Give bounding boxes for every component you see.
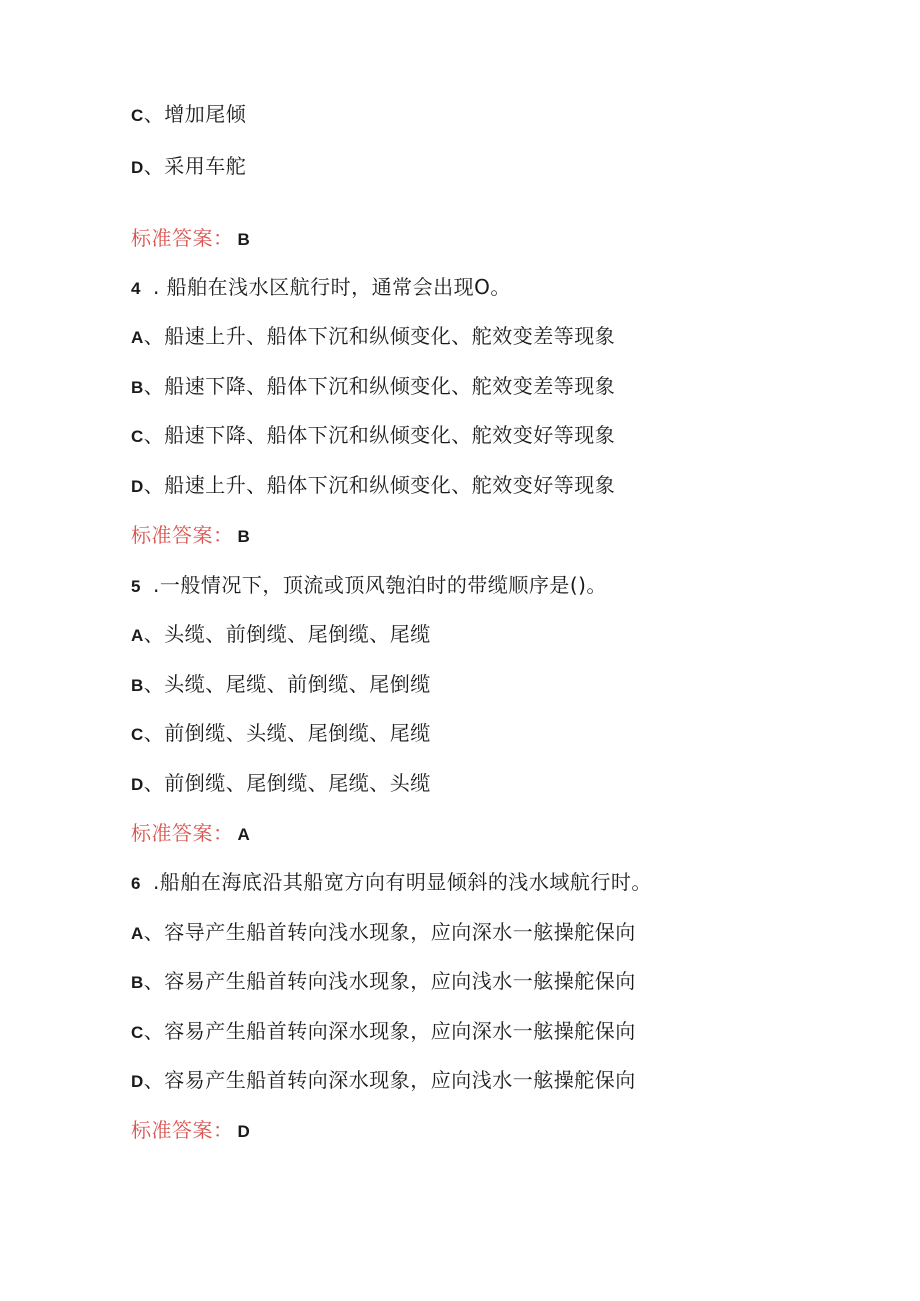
option-text: 前倒缆、头缆、尾倒缆、尾缆 bbox=[164, 721, 431, 745]
option-text: 头缆、前倒缆、尾倒缆、尾缆 bbox=[164, 622, 431, 646]
option-key: D bbox=[131, 158, 144, 177]
option-text: 增加尾倾 bbox=[164, 102, 247, 126]
option-key: C bbox=[131, 106, 144, 125]
option-separator: 、 bbox=[143, 969, 165, 993]
option-b bbox=[131, 671, 431, 699]
option-key: D bbox=[131, 477, 144, 496]
option-c bbox=[131, 1018, 636, 1046]
option-text: 容导产生船首转向浅水现象，应向深水一舷操舵保向 bbox=[164, 920, 636, 944]
answer-label: 标准答案： bbox=[131, 821, 234, 845]
answer-value: B bbox=[237, 527, 251, 546]
option-separator: 、 bbox=[143, 920, 165, 944]
question-4 bbox=[131, 274, 511, 302]
standard-answer bbox=[131, 522, 250, 550]
option-separator: 、 bbox=[143, 154, 165, 178]
answer-value: B bbox=[237, 230, 251, 249]
standard-answer bbox=[131, 1117, 250, 1145]
option-text: 船速下降、船体下沉和纵倾变化、舵效变好等现象 bbox=[164, 423, 616, 447]
option-separator: 、 bbox=[143, 672, 165, 696]
answer-label: 标准答案： bbox=[131, 523, 234, 547]
option-text: 船速下降、船体下沉和纵倾变化、舵效变差等现象 bbox=[164, 374, 616, 398]
option-separator: 、 bbox=[143, 423, 165, 447]
option-text: 船速上升、船体下沉和纵倾变化、舵效变差等现象 bbox=[164, 324, 616, 348]
option-separator: 、 bbox=[143, 473, 165, 497]
question-number: 5 bbox=[131, 577, 141, 596]
option-c bbox=[131, 422, 615, 450]
option-separator: 、 bbox=[143, 771, 165, 795]
option-text: 头缆、尾缆、前倒缆、尾倒缆 bbox=[164, 672, 431, 696]
option-text: 容易产生船首转向浅水现象，应向浅水一舷操舵保向 bbox=[164, 969, 636, 993]
option-text: 前倒缆、尾倒缆、尾缆、头缆 bbox=[164, 771, 431, 795]
option-key: B bbox=[131, 378, 144, 397]
question-number: 4 bbox=[131, 279, 141, 298]
option-text: 容易产生船首转向深水现象，应向深水一舷操舵保向 bbox=[164, 1019, 636, 1043]
answer-value: D bbox=[237, 1122, 251, 1141]
option-c bbox=[131, 101, 246, 129]
question-number: 6 bbox=[131, 874, 141, 893]
option-a bbox=[131, 621, 431, 649]
option-a bbox=[131, 919, 636, 947]
option-key: D bbox=[131, 775, 144, 794]
option-b bbox=[131, 373, 615, 401]
option-d bbox=[131, 472, 615, 500]
option-c bbox=[131, 720, 431, 748]
option-key: C bbox=[131, 725, 144, 744]
option-separator: 、 bbox=[143, 102, 165, 126]
option-separator: 、 bbox=[143, 324, 165, 348]
option-separator: 、 bbox=[143, 721, 165, 745]
option-key: A bbox=[131, 626, 144, 645]
standard-answer bbox=[131, 820, 250, 848]
option-key: B bbox=[131, 973, 144, 992]
answer-label: 标准答案： bbox=[131, 1118, 234, 1142]
option-key: D bbox=[131, 1072, 144, 1091]
question-text: .一般情况下，顶流或顶风匏泊时的带缆顺序是()。 bbox=[152, 573, 607, 597]
option-separator: 、 bbox=[143, 374, 165, 398]
option-d bbox=[131, 153, 246, 181]
standard-answer bbox=[131, 225, 250, 253]
option-text: 船速上升、船体下沉和纵倾变化、舵效变好等现象 bbox=[164, 473, 616, 497]
option-d bbox=[131, 770, 431, 798]
option-separator: 、 bbox=[143, 1019, 165, 1043]
option-key: A bbox=[131, 328, 144, 347]
answer-value: A bbox=[237, 825, 251, 844]
option-key: B bbox=[131, 676, 144, 695]
option-text: 容易产生船首转向深水现象，应向浅水一舷操舵保向 bbox=[164, 1068, 636, 1092]
option-a bbox=[131, 323, 615, 351]
option-separator: 、 bbox=[143, 1068, 165, 1092]
option-text: 采用车舵 bbox=[164, 154, 247, 178]
option-key: C bbox=[131, 1023, 144, 1042]
option-d bbox=[131, 1067, 636, 1095]
option-key: C bbox=[131, 427, 144, 446]
option-b bbox=[131, 968, 636, 996]
option-key: A bbox=[131, 924, 144, 943]
answer-label: 标准答案： bbox=[131, 226, 234, 250]
option-separator: 、 bbox=[143, 622, 165, 646]
question-text: .船舶在海底沿其船宽方向有明显倾斜的浅水域航行时。 bbox=[152, 870, 652, 894]
question-6 bbox=[131, 869, 652, 897]
question-5 bbox=[131, 572, 607, 600]
question-text: . 船舶在浅水区航行时，通常会出现O。 bbox=[152, 275, 511, 299]
